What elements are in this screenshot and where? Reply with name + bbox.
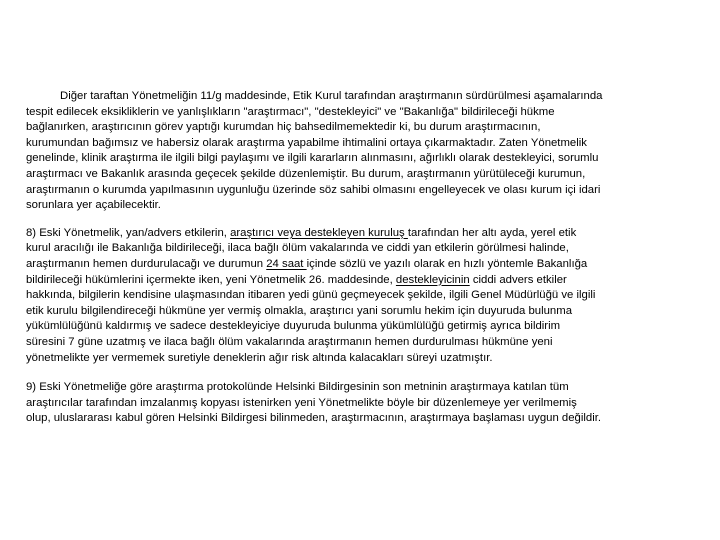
- text-run: 8) Eski Yönetmelik, yan/advers etkilerin,: [26, 226, 231, 239]
- text-line: [26, 257, 692, 273]
- text-line: genelinde, klinik araştırma ile ilgili bilgi paylaşımı ve ilgili kararların alınmasını, ağırlıklı olarak destekleyici, sorumlu: [26, 152, 599, 165]
- text-line: kurul aracılığı ile Bakanlığa bildirileceği, ilaca bağlı ölüm vakalarında ve ciddi yan etkilerin görülmesi halinde,: [26, 242, 569, 255]
- text-line: sorunlara yer açabilecektir.: [26, 199, 161, 212]
- text-run: içinde sözlü ve yazılı olarak en hızlı yöntemle Bakanlığa: [306, 257, 588, 270]
- text-line: araştırmacı ve Bakanlık arasında geçecek şekilde düzenlemiştir. Bu durum, araştırmanın yürütüleceği kurumun,: [26, 167, 586, 180]
- text-line: 9) Eski Yönetmeliğe göre araştırma protokolünde Helsinki Bildirgesinin son metninin araştırmaya katılan tüm: [26, 381, 569, 394]
- paragraph-etik-kurul: [26, 89, 692, 214]
- paragraph-spacer: [26, 214, 692, 226]
- text-line: [26, 273, 692, 289]
- document-page: [26, 89, 692, 427]
- text-line: Diğer taraftan Yönetmeliğin 11/g maddesinde, Etik Kurul tarafından araştırmanın sürdürülmesi aşamalarında: [60, 90, 603, 102]
- underlined-text: 24 saat: [266, 257, 307, 270]
- text-line: hakkında, bilgilerin kendisine ulaşmasından itibaren yedi günü geçmeyecek şekilde, ilgili Genel Müdürlüğü ve ilgili: [26, 289, 596, 302]
- text-line: araştırıcılar tarafından imzalanmış kopyası istenirken yeni Yönetmelikte böyle bir düzenlemeye yer verilmemiş: [26, 396, 577, 409]
- text-line: etik kurulu bilgilendireceği hükmüne yer vermiş olmakla, araştırıcı yani sorumlu hekim için duyuruda bulunma: [26, 304, 573, 317]
- text-run: araştırmanın hemen durdurulacağı ve durumun: [26, 257, 267, 270]
- paragraph-spacer: [26, 366, 692, 380]
- paragraph-helsinki: [26, 380, 692, 427]
- text-line: bağlanırken, araştırıcının görev yaptığı kurumdan hiç bahsedilmemektedir ki, bu durum araştırmacının,: [26, 121, 541, 134]
- text-line: olup, uluslararası kabul gören Helsinki Bildirgesi bilinmeden, araştırmacının, araştırmaya başlaması uygun değildir.: [26, 412, 602, 425]
- text-line: [26, 226, 692, 242]
- text-run: bildirileceği hükümlerini içermekte iken, yeni Yönetmelik 26. maddesinde,: [26, 273, 396, 286]
- underlined-text: destekleyicinin: [395, 273, 470, 286]
- text-run: ciddi advers etkiler: [469, 273, 567, 286]
- text-line: yönetmelikte yer vermemek suretiyle deneklerin ağır risk altında kalacakları süreyi uzatmıştır.: [26, 351, 493, 364]
- paragraph-advers-etkiler: [26, 226, 692, 366]
- text-line: süresini 7 güne uzatmış ve ilaca bağlı ölüm vakalarında araştırmanın hemen durdurulması hükmüne yeni: [26, 335, 553, 348]
- text-line: yükümlülüğünü kaldırmış ve sadece destekleyiciye duyuruda bulunma yükümlülüğü getirmiş ayrıca bildirim: [26, 320, 561, 333]
- underlined-text: araştırıcı veya destekleyen kuruluş: [230, 226, 408, 239]
- text-run: tarafından her altı ayda, yerel etik: [407, 226, 577, 239]
- text-line: tespit edilecek eksikliklerin ve yanlışlıkların "araştırmacı", "destekleyici" ve "Bakanlığa" bildirileceği hükme: [26, 105, 555, 118]
- text-line: kurumundan bağımsız ve habersiz olarak araştırma yapabilme ihtimalini ortaya çıkarmaktadır. Zaten Yönetmelik: [26, 136, 587, 149]
- text-line: araştırmanın o kurumda yapılmasının uygunluğu üzerinde söz sahibi olmasını engelleyecek ve olası kurum içi idari: [26, 183, 601, 196]
